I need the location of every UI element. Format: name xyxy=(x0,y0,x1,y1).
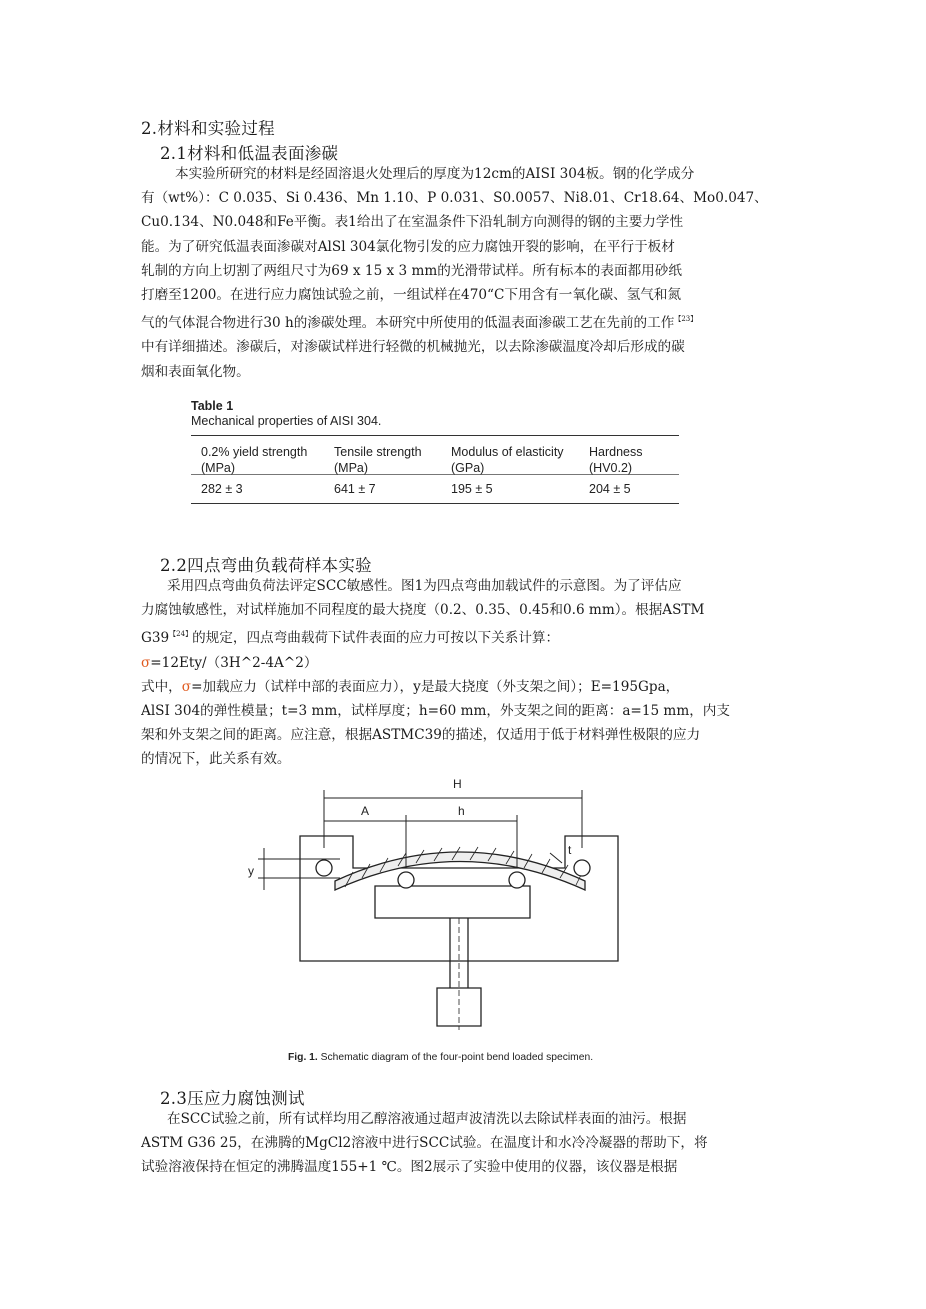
text-line: 式中，σ=加载应力（试样中部的表面应力），y是最大挠度（外支架之间）；E=195Gpa， xyxy=(141,678,680,695)
text-line: 能。为了研究低温表面渗碳对AlSl 304氯化物引发的应力腐蚀开裂的影响，在平行于板材 xyxy=(141,238,675,255)
text-line-content: 气的气体混合物进行30 h的渗碳处理。本研究中所使用的低温表面渗碳工艺在先前的工作 xyxy=(141,315,675,332)
cell-hardness: 204 ± 5 xyxy=(589,482,631,496)
text-line: 采用四点弯曲负荷法评定SCC敏感性。图1为四点弯曲加载试件的示意图。为了评估应 xyxy=(167,578,682,594)
fixture-inner-block xyxy=(375,886,530,918)
figure-1-caption: Fig. 1. Schematic diagram of the four-point bend loaded specimen. xyxy=(288,1052,594,1063)
section-2-3-title: 2.3压应力腐蚀测试 xyxy=(160,1089,305,1108)
table-header-row xyxy=(191,436,679,475)
outer-roller-left xyxy=(316,860,332,876)
header-modulus: Modulus of elasticity (GPa) xyxy=(451,445,564,475)
section-2-1-paragraph xyxy=(141,162,788,384)
inner-roller-left xyxy=(398,872,414,888)
cell-tensile: 641 ± 7 xyxy=(334,482,376,496)
text-line: 轧制的方向上切割了两组尺寸为69 x 15 x 3 mm的光滑带试样。所有标本的表面都用砂纸 xyxy=(141,262,682,279)
header-yield: 0.2% yield strength (MPa) xyxy=(201,445,308,475)
label-y: y xyxy=(248,864,254,878)
sigma-symbol: σ xyxy=(181,678,192,695)
text-line: ASTM G36 25，在沸腾的MgCl2溶液中进行SCC试验。在温度计和水冷冷凝器的帮助下，将 xyxy=(141,1135,708,1152)
label-H: H xyxy=(453,777,462,791)
text-line: 中有详细描述。渗碳后，对渗碳试样进行轻微的机械抛光，以去除渗碳温度冷却后形成的碳 xyxy=(141,339,685,356)
cell-modulus: 195 ± 5 xyxy=(451,482,493,496)
four-point-bend-diagram xyxy=(240,768,640,1048)
cell-yield: 282 ± 3 xyxy=(201,482,243,496)
section-2-2-paragraph xyxy=(141,574,788,772)
section-2-2-title: 2.2四点弯曲负载荷样本实验 xyxy=(160,556,372,575)
table-1 xyxy=(191,399,679,504)
section-2-1-title: 2.1材料和低温表面渗碳 xyxy=(160,144,339,163)
text-line: 在SCC试验之前，所有试样均用乙醇溶液通过超声波清洗以去除试样表面的油污。根据 xyxy=(167,1111,687,1127)
label-h: h xyxy=(458,804,465,818)
text-line: 打磨至1200。在进行应力腐蚀试验之前，一组试样在470“C下用含有一氧化碳、氢气和氮 xyxy=(141,287,682,304)
table-bottom-rule xyxy=(191,503,679,504)
header-tensile: Tensile strength (MPa) xyxy=(334,445,422,475)
section-2-title: 2.材料和实验过程 xyxy=(141,119,275,138)
reference-23: 【23】 xyxy=(674,315,698,324)
specimen xyxy=(335,852,585,890)
text-line: Cu0.134、N0.048和Fe平衡。表1给出了在室温条件下沿轧制方向测得的钢的主要力学性 xyxy=(141,214,684,231)
inner-roller-right xyxy=(509,872,525,888)
text-line: 本实验所研究的材料是经固溶退火处理后的厚度为12cm的AISI 304板。钢的化学成分 xyxy=(175,166,695,182)
formula: =12Ety/（3H^2-4A^2） xyxy=(150,654,318,671)
table-row xyxy=(191,475,679,503)
text-line: 烟和表面氧化物。 xyxy=(141,363,250,380)
text-line: 力腐蚀敏感性，对试样施加不同程度的最大挠度（0.2、0.35、0.45和0.6 mm）。根据ASTM xyxy=(141,602,705,619)
label-t: t xyxy=(568,843,572,857)
text-line: 的情况下，此关系有效。 xyxy=(141,751,291,768)
text-line: AlSI 304的弹性模量；t=3 mm，试样厚度；h=60 mm，外支架之间的距离：a=15 mm，内支 xyxy=(141,703,730,720)
text-line: G39$^{【24】}$的规定，四点弯曲载荷下试件表面的应力可按以下关系计算： xyxy=(141,630,560,647)
text-line: 试验溶液保持在恒定的沸腾温度155+1 ℃。图2展示了实验中使用的仪器，该仪器是根据 xyxy=(141,1159,678,1176)
table-number: Table 1 xyxy=(191,399,234,413)
formula-line xyxy=(141,651,788,675)
outer-roller-right xyxy=(574,860,590,876)
text-line xyxy=(141,307,788,335)
section-2-3-paragraph xyxy=(141,1107,788,1180)
table-caption: Mechanical properties of AISI 304. xyxy=(191,414,382,428)
reference-24: 【24】 xyxy=(169,630,193,639)
label-A: A xyxy=(361,804,370,818)
sigma-symbol: σ xyxy=(141,654,151,671)
text-line: 架和外支架之间的距离。应注意，根据ASTMC39的描述，仅适用于低于材料弹性极限的应力 xyxy=(141,727,701,744)
header-hardness: Hardness (HV0.2) xyxy=(589,445,643,475)
text-line: 有（wt%）：C 0.035、Si 0.436、Mn 1.10、P 0.031、S0.0057、Ni8.01、Cr18.64、Mo0.047、 xyxy=(141,190,768,207)
